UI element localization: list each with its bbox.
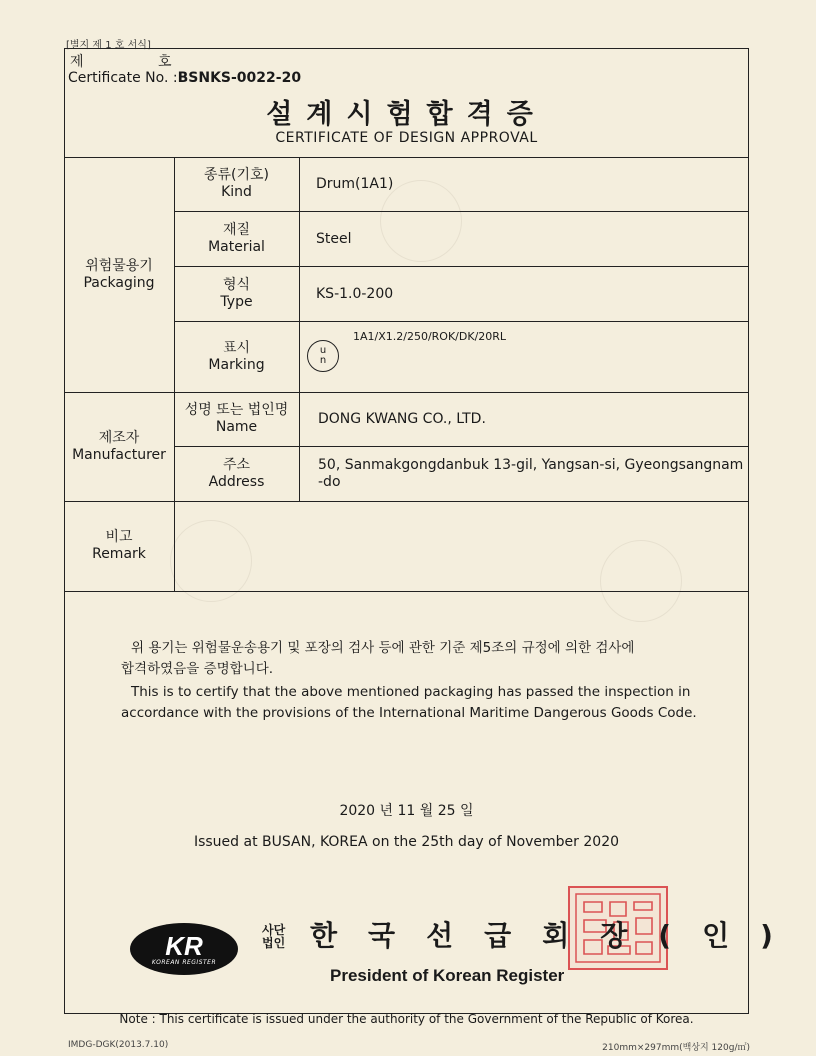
title-korean: 설계시험합격증	[266, 99, 547, 130]
president-title: President of Korean Register	[330, 966, 565, 985]
paper-spec: 210mm×297mm(백상지 120g/㎡)	[602, 1043, 750, 1053]
authority-note: Note : This certificate is issued under the authority of the Government of the Republic of Korea.	[119, 1012, 694, 1026]
statement-korean-line-2: 합격하였음을 증명합니다.	[121, 661, 274, 677]
manufacturer-label-en: Manufacturer	[72, 446, 166, 463]
un-symbol-bottom: n	[319, 355, 327, 366]
logo-sub-text: KOREAN REGISTER	[151, 958, 217, 966]
form-label: [별지 제 1 호 서식]	[66, 40, 151, 51]
korean-register-logo	[130, 923, 238, 975]
material-label-en: Material	[208, 238, 265, 255]
remark-label	[64, 501, 174, 591]
address-value-line-1: 50, Sanmakgongdanbuk 13-gil, Yangsan-si, Gyeongsangnam	[318, 457, 744, 473]
title-english: CERTIFICATE OF DESIGN APPROVAL	[275, 130, 538, 146]
statement-english-line-2: accordance with the provisions of the International Maritime Dangerous Goods Code.	[121, 705, 697, 721]
number-label-ho: 호	[158, 54, 172, 70]
type-label-ko: 형식	[222, 276, 251, 293]
name-label-ko: 성명 또는 법인명	[184, 402, 289, 418]
number-label-je: 제	[70, 54, 84, 70]
logo-main-text: KR	[165, 930, 203, 961]
address-label-ko: 주소	[222, 456, 251, 473]
packaging-label-ko: 위험물용기	[85, 257, 153, 274]
statement-korean-line-1: 위 용기는 위험물운송용기 및 포장의 검사 등에 관한 기준 제5조의 규정에 의한 검사에	[131, 640, 635, 656]
statement-english-line-1: This is to certify that the above mentioned packaging has passed the inspection in	[131, 684, 691, 700]
address-label-en: Address	[208, 473, 265, 490]
material-label-ko: 재질	[222, 221, 251, 238]
org-prefix-line-1: 사단	[262, 923, 286, 937]
material-value: Steel	[316, 230, 352, 247]
address-value-line-2: -do	[318, 474, 341, 490]
certificate-number-label: Certificate No. :	[68, 70, 178, 86]
certificate-number-value: BSNKS-0022-20	[177, 70, 302, 86]
marking-label	[174, 321, 299, 392]
remark-label-ko: 비고	[105, 529, 133, 545]
marking-label-ko: 표시	[222, 339, 251, 356]
manufacturer-label-ko: 제조자	[98, 429, 140, 446]
un-symbol-top: u	[319, 345, 327, 356]
organization-name: 한국선급회장(인)	[310, 919, 804, 952]
type-label-en: Type	[220, 293, 253, 310]
form-code: IMDG-DGK(2013.7.10)	[68, 1040, 169, 1050]
name-label	[174, 392, 299, 446]
name-label-en: Name	[215, 419, 258, 435]
name-value: DONG KWANG CO., LTD.	[318, 411, 486, 427]
org-prefix-line-2: 법인	[262, 936, 286, 950]
kind-label-en: Kind	[221, 184, 252, 200]
issue-date-korean: 2020 년 11 월 25 일	[339, 803, 474, 819]
marking-value: 1A1/X1.2/250/ROK/DK/20RL	[353, 330, 507, 343]
material-label	[174, 211, 299, 266]
statement-korean	[121, 638, 634, 680]
certificate-number	[68, 70, 301, 86]
column-line	[299, 157, 300, 501]
marking-label-en: Marking	[208, 356, 265, 373]
manufacturer-section-label	[64, 392, 174, 501]
packaging-section-label	[64, 157, 174, 392]
section-line	[64, 591, 749, 592]
type-value: KS-1.0-200	[316, 285, 394, 302]
type-label	[174, 266, 299, 321]
remark-label-en: Remark	[92, 546, 146, 562]
address-value	[318, 457, 743, 491]
org-prefix	[262, 924, 285, 950]
kind-value: Drum(1A1)	[316, 176, 394, 192]
statement-english	[121, 682, 697, 724]
issued-at: Issued at BUSAN, KOREA on the 25th day of November 2020	[193, 834, 620, 850]
kind-label	[174, 157, 299, 211]
kind-label-ko: 종류(기호)	[203, 167, 270, 183]
un-symbol-icon	[307, 340, 339, 372]
packaging-label-en: Packaging	[83, 274, 155, 291]
address-label	[174, 446, 299, 501]
